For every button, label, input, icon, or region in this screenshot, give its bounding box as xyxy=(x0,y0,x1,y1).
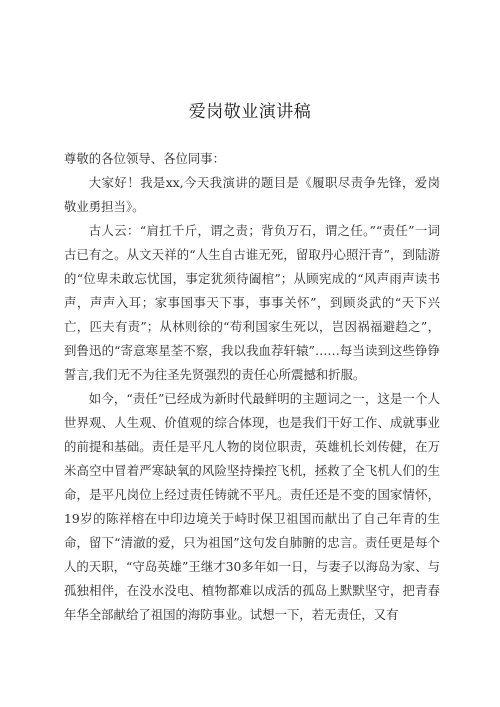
paragraph-3: 如今，“责任”已经成为新时代最鲜明的主题词之一，这是一个人世界观、人生观、价值观的综合体现，也是我们干好工作、成就事业的前提和基础。责任是平凡人物的岗位职责，英雄机长刘传健，在万米高空中冒着严寒缺氧的风险坚持操控飞机，拯救了全飞机人们的生命，是平凡岗位上经过责任铸就不平凡。责任还是不变的国家情怀，19岁的陈祥榕在中印边境关于峙时保卫祖国而献出了自己年青的生命，留下“清澈的爱，只为祖国”这句发自肺腑的忠言。责任更是每个人的天职，“守岛英雄”王继才30多年如一日，与妻子以海岛为家、与孤独相伴，在没水没电、植物都难以成活的孤岛上默默坚守，把青春年华全部献给了祖国的海防事业。试想一下，若无责任，又有 xyxy=(64,391,440,622)
paragraph-1: 大家好！我是xx,今天我演讲的题目是《履职尽责争先锋，爱岗敬业勇担当》。 xyxy=(64,175,440,214)
document-body xyxy=(64,147,440,627)
paragraph-2: 古人云：“肩扛千斤，谓之责；背负万石，谓之任。”“责任”一词古已有之。从文天祥的“人生自古谁无死，留取丹心照汗青”，到陆游的“位卑未敢忘忧国，事定犹须待阖棺”；从顾宪成的“风声雨声读书声，声声入耳；家事国事天下事，事事关怀”，到顾炎武的“天下兴亡，匹夫有责”；从林则徐的“苟利国家生死以，岂因祸福避趋之”，到鲁迅的“寄意寒星荃不察，我以我血荐轩辕”……每当读到这些铮铮誓言,我们无不为往圣先贤强烈的责任心所震撼和折服。 xyxy=(64,223,440,382)
salutation: 尊敬的各位领导、各位同事： xyxy=(64,151,226,166)
document-title: 爱岗敬业演讲稿 xyxy=(188,102,312,122)
